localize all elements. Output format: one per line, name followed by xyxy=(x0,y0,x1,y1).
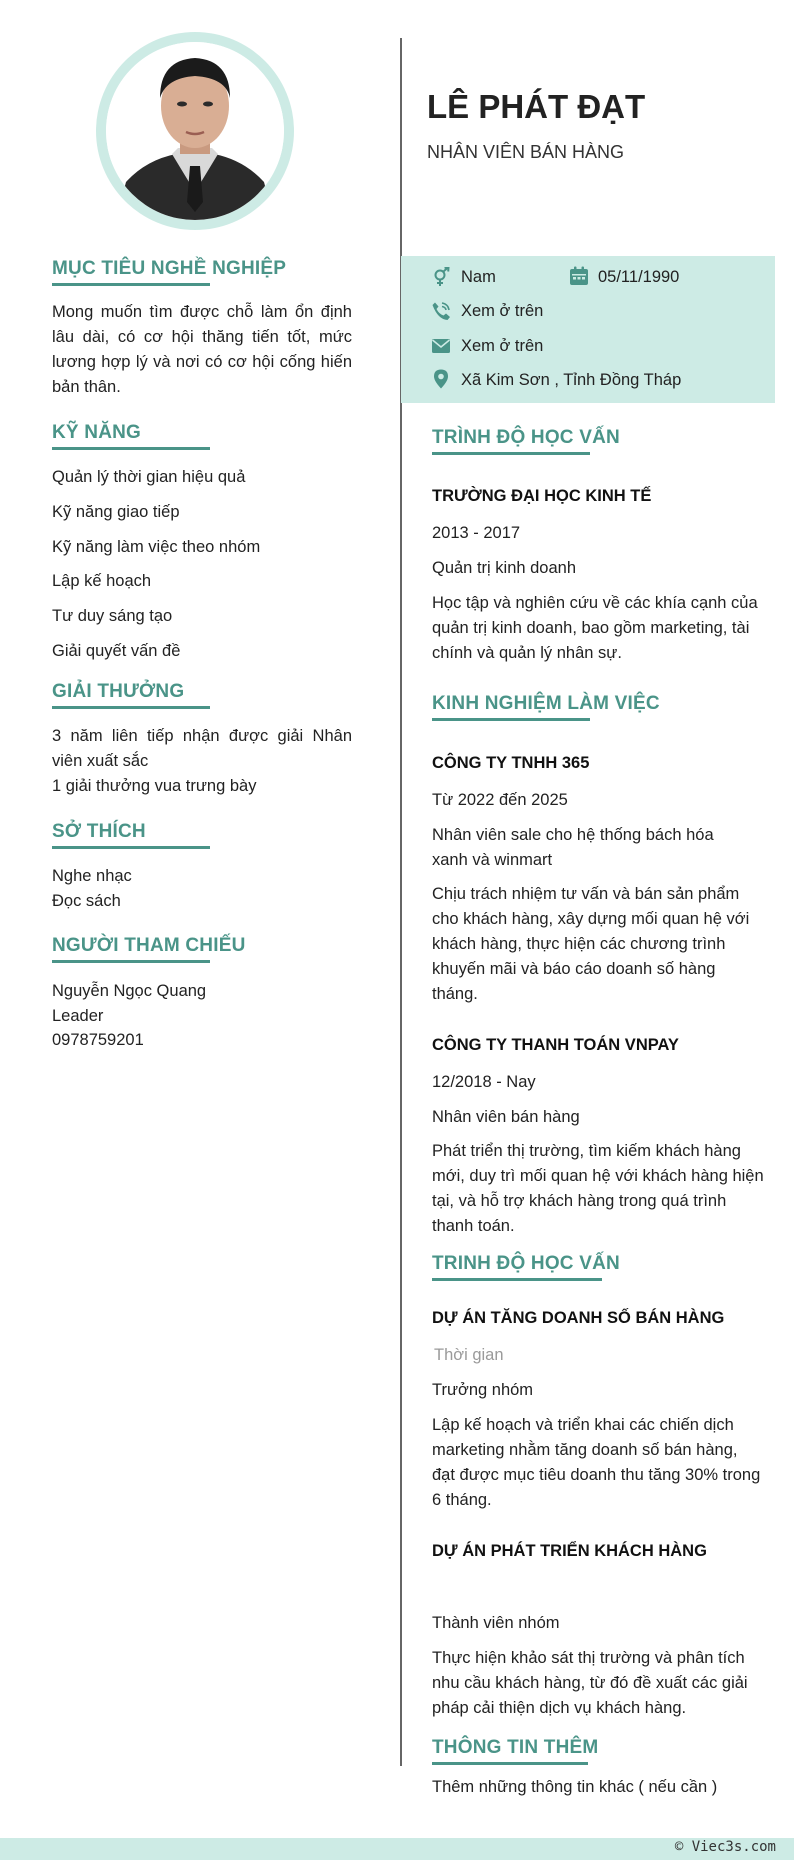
reference-phone: 0978759201 xyxy=(52,1031,144,1049)
address-value: Xã Kim Sơn , Tỉnh Đồng Tháp xyxy=(461,371,682,389)
reference-role: Leader xyxy=(52,1007,104,1025)
skills-underline xyxy=(52,447,210,450)
experience-title: KINH NGHIỆM LÀM VIỆC xyxy=(432,693,660,714)
skill-item: Lập kế hoạch xyxy=(52,572,152,590)
project-description: Lập kế hoạch và triển khai các chiến dịch marketing nhằm tăng doanh số bán hàng, đạt được mục tiêu doanh thu tăng 30% trong 6 tháng. xyxy=(432,1416,761,1509)
job-period: Từ 2022 đến 2025 xyxy=(432,791,568,809)
hobby-item: Đọc sách xyxy=(52,892,121,910)
project-description: Thực hiện khảo sát thị trường và phân tích nhu cầu khách hàng, từ đó đề xuất các giải pháp cải thiện dịch vụ khách hàng. xyxy=(432,1649,748,1717)
skill-item: Kỹ năng giao tiếp xyxy=(52,503,180,521)
job-description: Chịu trách nhiệm tư vấn và bán sản phẩm cho khách hàng, xây dựng mối quan hệ với khách hàng, thực hiện các chương trình khuyến mãi và báo cáo doanh số hàng tháng. xyxy=(432,885,750,1003)
projects-underline xyxy=(432,1278,602,1281)
skill-item: Kỹ năng làm việc theo nhóm xyxy=(52,538,261,556)
job-title: NHÂN VIÊN BÁN HÀNG xyxy=(427,142,625,162)
company-name: CÔNG TY THANH TOÁN VNPAY xyxy=(432,1036,679,1054)
skill-item: Quản lý thời gian hiệu quả xyxy=(52,468,246,486)
education-title: TRÌNH ĐỘ HỌC VẤN xyxy=(432,427,620,448)
project-role: Trưởng nhóm xyxy=(432,1381,534,1399)
avatar xyxy=(106,42,284,220)
mail-icon xyxy=(431,336,451,356)
gender-icon xyxy=(431,267,451,287)
objective-title: MỤC TIÊU NGHỀ NGHIỆP xyxy=(52,258,287,279)
calendar-icon xyxy=(569,266,589,286)
location-icon xyxy=(431,369,451,389)
footer-credit: © Viec3s.com xyxy=(674,1839,776,1855)
education-period: 2013 - 2017 xyxy=(432,524,521,542)
objective-text: Mong muốn tìm được chỗ làm ổn định lâu dài, có cơ hội thăng tiến tốt, mức lương hợp lý và nơi có cơ hội cống hiến bản thân. xyxy=(52,303,352,396)
skill-item: Giải quyết vấn đề xyxy=(52,642,181,660)
skill-item: Tư duy sáng tạo xyxy=(52,607,173,625)
hobbies-underline xyxy=(52,846,210,849)
objective-underline xyxy=(52,283,210,286)
education-description: Học tập và nghiên cứu về các khía cạnh của quản trị kinh doanh, bao gồm marketing, tài chính và quản lý nhân sự. xyxy=(432,594,758,662)
birthday-value: 05/11/1990 xyxy=(598,268,680,286)
job-position: Nhân viên bán hàng xyxy=(432,1108,580,1126)
reference-name: Nguyễn Ngọc Quang xyxy=(52,982,207,1000)
projects-title: TRINH ĐỘ HỌC VẤN xyxy=(432,1253,620,1274)
portrait-image xyxy=(106,42,284,220)
job-position: Nhân viên sale cho hệ thống bách hóa xanh và winmart xyxy=(432,826,714,869)
experience-underline xyxy=(432,718,590,721)
email-value: Xem ở trên xyxy=(461,337,544,355)
project-name: DỰ ÁN PHÁT TRIỂN KHÁCH HÀNG xyxy=(432,1542,707,1560)
award-item: 3 năm liên tiếp nhận được giải Nhân viên xuất sắc xyxy=(52,727,352,770)
project-time: Thời gian xyxy=(434,1346,504,1364)
education-major: Quản trị kinh doanh xyxy=(432,559,577,577)
phone-value: Xem ở trên xyxy=(461,302,544,320)
gender-value: Nam xyxy=(461,268,496,286)
hobby-item: Nghe nhạc xyxy=(52,867,132,885)
candidate-name: LÊ PHÁT ĐẠT xyxy=(427,88,646,125)
references-underline xyxy=(52,960,210,963)
education-underline xyxy=(432,452,590,455)
phone-icon xyxy=(431,301,451,321)
company-name: CÔNG TY TNHH 365 xyxy=(432,754,590,772)
project-name: DỰ ÁN TĂNG DOANH SỐ BÁN HÀNG xyxy=(432,1309,725,1327)
award-item: 1 giải thưởng vua trưng bày xyxy=(52,777,257,795)
additional-text: Thêm những thông tin khác ( nếu cần ) xyxy=(432,1778,718,1796)
references-title: NGƯỜI THAM CHIẾU xyxy=(52,935,246,956)
skills-title: KỸ NĂNG xyxy=(52,422,142,443)
awards-title: GIẢI THƯỞNG xyxy=(52,681,185,702)
awards-underline xyxy=(52,706,210,709)
school-name: TRƯỜNG ĐẠI HỌC KINH TẾ xyxy=(432,487,652,505)
job-description: Phát triển thị trường, tìm kiếm khách hàng mới, duy trì mối quan hệ với khách hàng hiện tại, và hỗ trợ khách hàng trong quá trình thanh toán. xyxy=(432,1142,764,1235)
hobbies-title: SỞ THÍCH xyxy=(52,821,146,842)
additional-underline xyxy=(432,1762,588,1765)
job-period: 12/2018 - Nay xyxy=(432,1073,536,1091)
project-role: Thành viên nhóm xyxy=(432,1614,560,1632)
additional-title: THÔNG TIN THÊM xyxy=(432,1737,599,1758)
